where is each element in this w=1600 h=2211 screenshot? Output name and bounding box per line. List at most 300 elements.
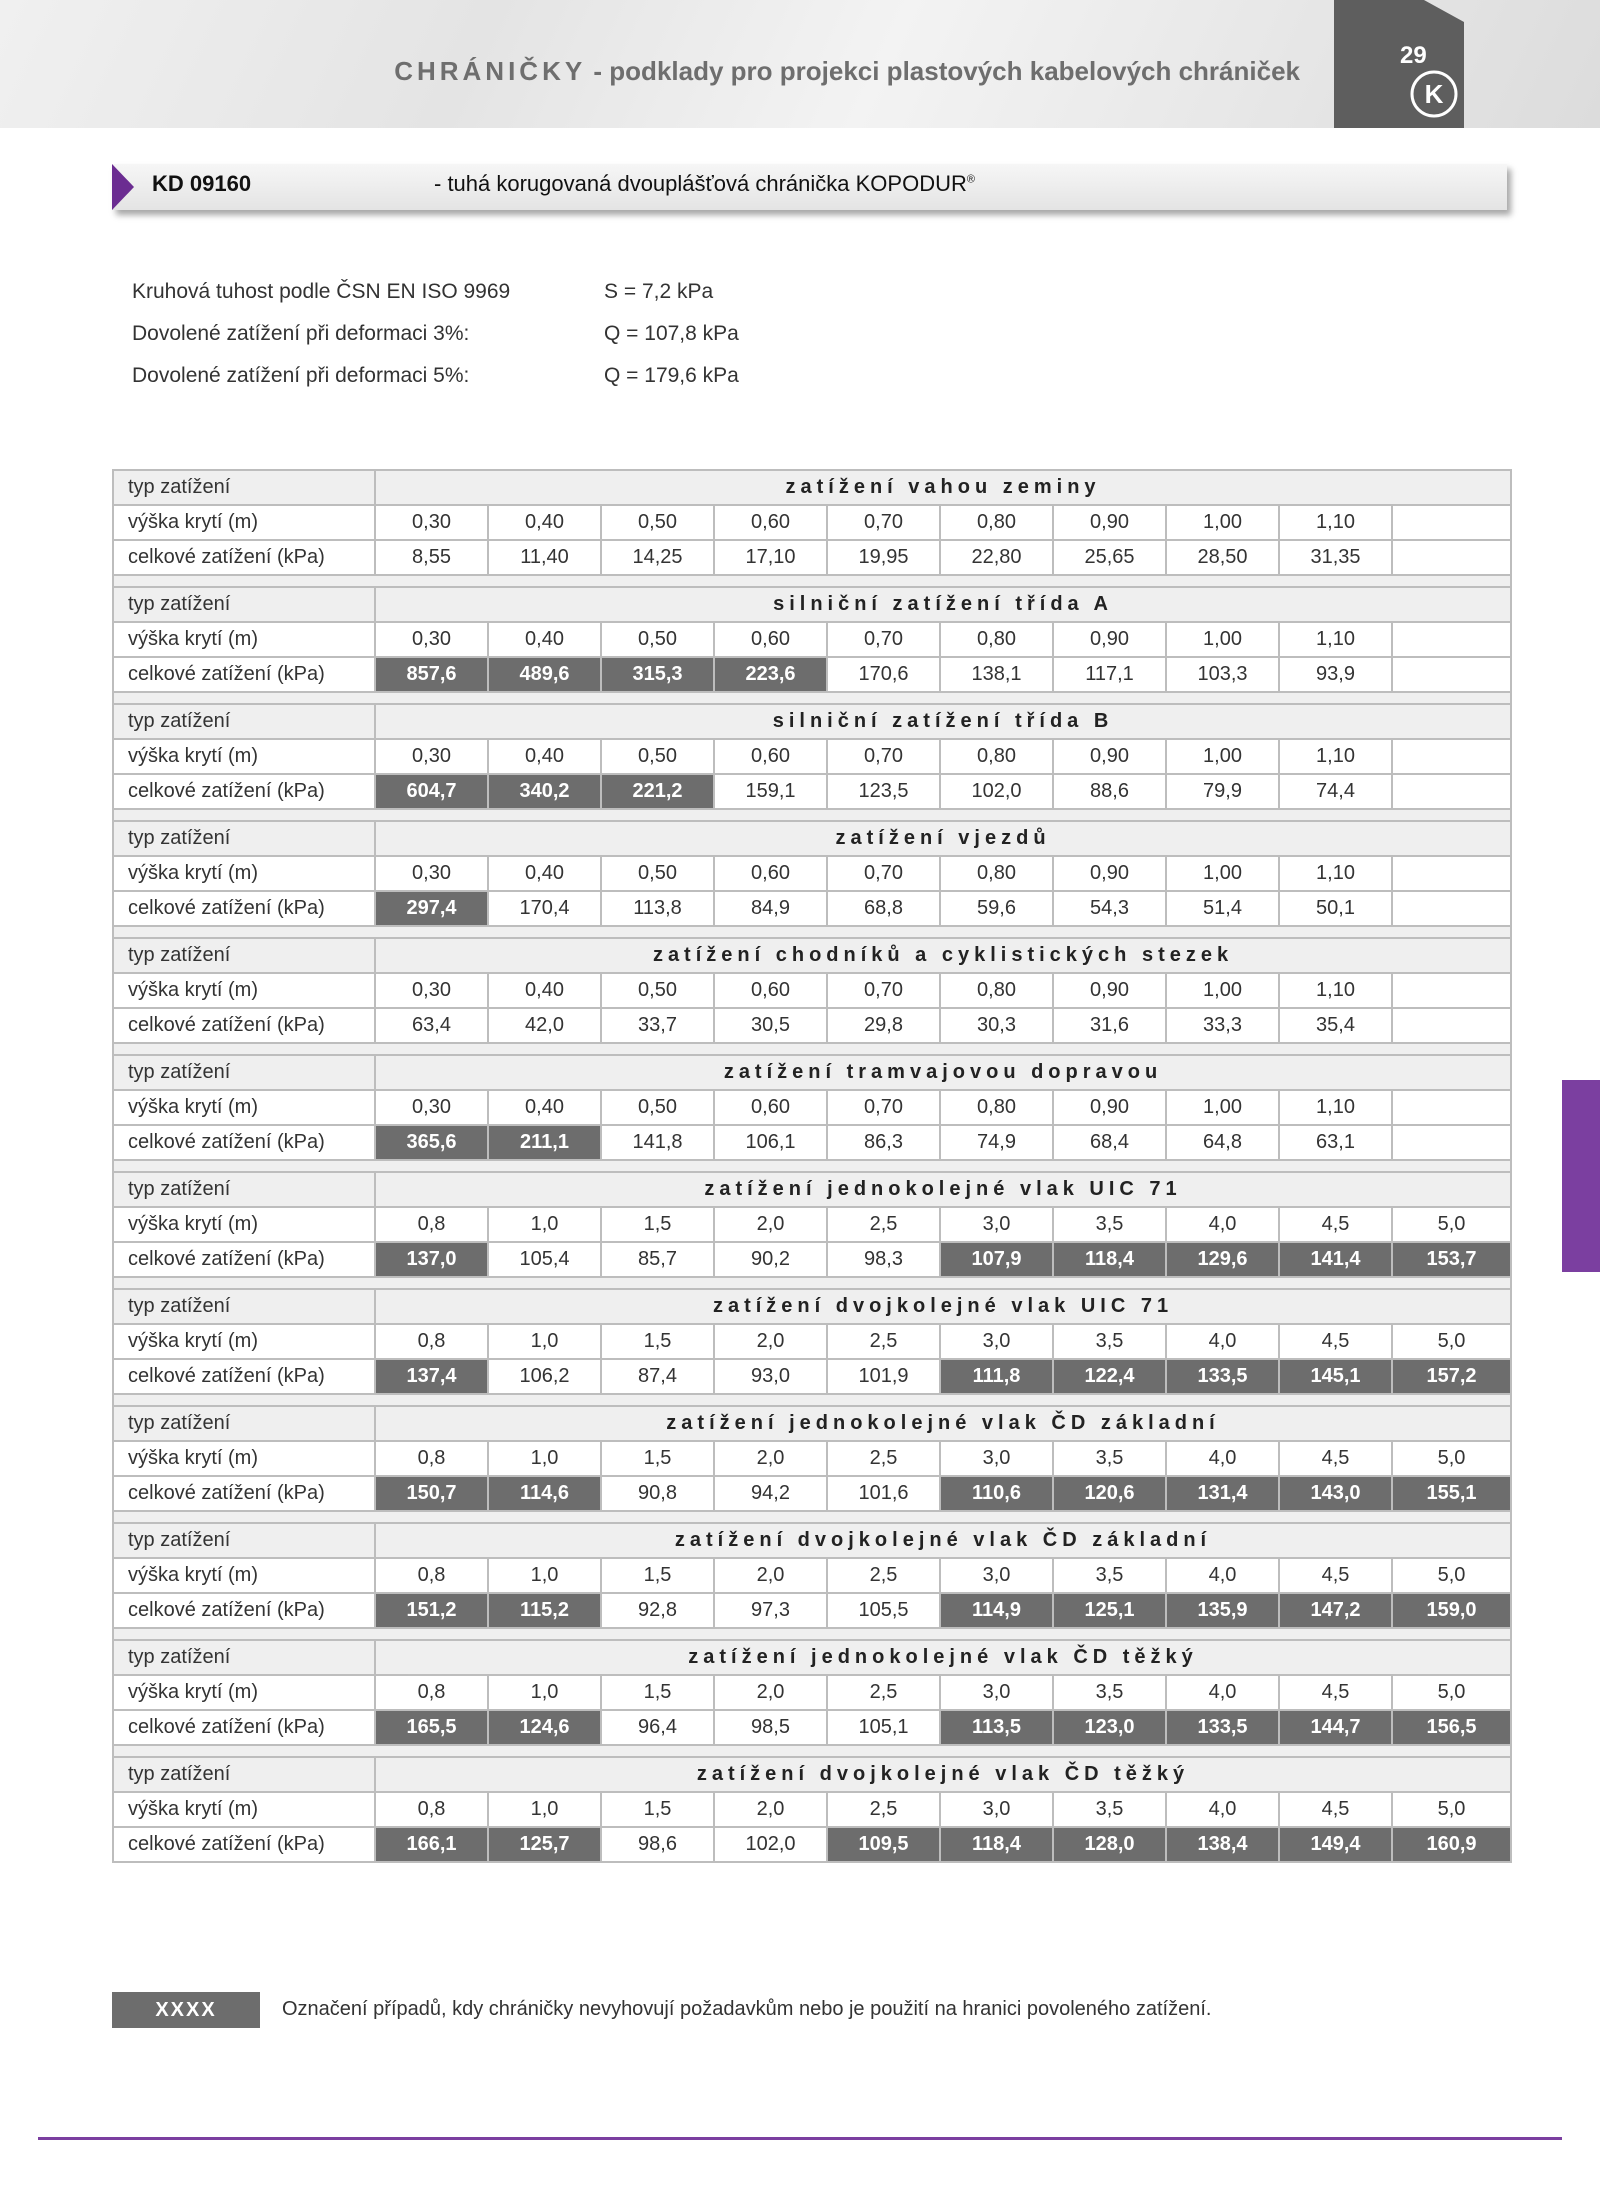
load-cell-highlighted: 114,6	[488, 1476, 601, 1511]
load-type-title: zatížení dvojkolejné vlak ČD těžký	[375, 1757, 1511, 1792]
load-cell: 102,0	[940, 774, 1053, 809]
height-cell: 3,5	[1053, 1441, 1166, 1476]
load-row	[113, 1008, 1511, 1043]
height-cell: 5,0	[1392, 1207, 1511, 1242]
arrow-icon	[112, 164, 134, 210]
load-cell: 117,1	[1053, 657, 1166, 692]
load-type-row	[113, 1406, 1511, 1441]
load-cell: 74,9	[940, 1125, 1053, 1160]
load-row	[113, 891, 1511, 926]
spec-value: Q = 179,6 kPa	[604, 364, 739, 387]
load-type-row	[113, 1523, 1511, 1558]
height-cell: 4,0	[1166, 1792, 1279, 1827]
load-cell: 79,9	[1166, 774, 1279, 809]
load-cell: 88,6	[1053, 774, 1166, 809]
height-cell: 0,30	[375, 973, 488, 1008]
row-label: typ zatížení	[113, 704, 375, 739]
height-cell: 0,40	[488, 622, 601, 657]
load-cell: 93,0	[714, 1359, 827, 1394]
height-cell: 0,70	[827, 505, 940, 540]
load-cell: 123,5	[827, 774, 940, 809]
height-cell: 1,10	[1279, 505, 1392, 540]
load-cell-highlighted: 128,0	[1053, 1827, 1166, 1862]
row-label: výška krytí (m)	[113, 1441, 375, 1476]
height-cell: 0,60	[714, 1090, 827, 1125]
row-label: výška krytí (m)	[113, 1090, 375, 1125]
header-title-main: CHRÁNIČKY	[394, 56, 587, 86]
row-label: výška krytí (m)	[113, 739, 375, 774]
height-cell: 0,60	[714, 973, 827, 1008]
spec-row	[132, 280, 739, 322]
load-cell: 98,5	[714, 1710, 827, 1745]
load-cell-highlighted: 110,6	[940, 1476, 1053, 1511]
load-cell-highlighted: 141,4	[1279, 1242, 1392, 1277]
height-cell: 1,0	[488, 1558, 601, 1593]
load-cell: 8,55	[375, 540, 488, 575]
load-row	[113, 1242, 1511, 1277]
load-cell-highlighted: 143,0	[1279, 1476, 1392, 1511]
load-cell-highlighted: 123,0	[1053, 1710, 1166, 1745]
load-cell: 106,1	[714, 1125, 827, 1160]
load-cell-highlighted: 166,1	[375, 1827, 488, 1862]
height-cell: 0,60	[714, 505, 827, 540]
load-cell: 94,2	[714, 1476, 827, 1511]
row-label: celkové zatížení (kPa)	[113, 1008, 375, 1043]
row-label: celkové zatížení (kPa)	[113, 1125, 375, 1160]
height-cell: 1,0	[488, 1675, 601, 1710]
height-cell: 0,30	[375, 505, 488, 540]
load-type-row	[113, 470, 1511, 505]
height-cell: 3,0	[940, 1441, 1053, 1476]
height-cell: 0,8	[375, 1558, 488, 1593]
load-cell: 33,3	[1166, 1008, 1279, 1043]
height-cell: 4,0	[1166, 1324, 1279, 1359]
load-cell: 29,8	[827, 1008, 940, 1043]
height-cell: 3,5	[1053, 1675, 1166, 1710]
height-cell: 1,00	[1166, 505, 1279, 540]
height-cell: 1,00	[1166, 739, 1279, 774]
load-cell: 93,9	[1279, 657, 1392, 692]
row-label: typ zatížení	[113, 1172, 375, 1207]
spec-value: S = 7,2 kPa	[604, 280, 714, 303]
height-cell: 2,5	[827, 1675, 940, 1710]
gap-cell	[113, 926, 1511, 938]
header-title-sub: - podklady pro projekci plastových kabelových chrániček	[586, 56, 1300, 86]
load-type-title: silniční zatížení třída A	[375, 587, 1511, 622]
row-label: typ zatížení	[113, 470, 375, 505]
page-number: 29	[1400, 42, 1427, 69]
load-cell-highlighted: 604,7	[375, 774, 488, 809]
height-cell: 3,5	[1053, 1558, 1166, 1593]
load-cell: 42,0	[488, 1008, 601, 1043]
load-cell: 87,4	[601, 1359, 714, 1394]
gap-cell	[113, 1277, 1511, 1289]
height-cell: 0,80	[940, 622, 1053, 657]
height-cell: 1,0	[488, 1324, 601, 1359]
height-cell: 3,5	[1053, 1324, 1166, 1359]
height-cell: 2,5	[827, 1441, 940, 1476]
row-label: výška krytí (m)	[113, 1675, 375, 1710]
height-cell: 4,5	[1279, 1441, 1392, 1476]
load-cell-highlighted: 125,1	[1053, 1593, 1166, 1628]
height-cell: 1,10	[1279, 1090, 1392, 1125]
height-cell: 4,0	[1166, 1441, 1279, 1476]
height-cell: 2,0	[714, 1675, 827, 1710]
load-cell-highlighted: 145,1	[1279, 1359, 1392, 1394]
load-cell-highlighted: 157,2	[1392, 1359, 1511, 1394]
load-cell-highlighted: 131,4	[1166, 1476, 1279, 1511]
load-cell: 105,5	[827, 1593, 940, 1628]
gap-cell	[113, 575, 1511, 587]
load-cell: 50,1	[1279, 891, 1392, 926]
load-cell: 103,3	[1166, 657, 1279, 692]
gap-cell	[113, 1160, 1511, 1172]
height-cell: 0,30	[375, 856, 488, 891]
height-row	[113, 1441, 1511, 1476]
height-cell: 3,0	[940, 1558, 1053, 1593]
row-label: typ zatížení	[113, 587, 375, 622]
load-cell-highlighted: 118,4	[940, 1827, 1053, 1862]
load-cell	[1392, 1125, 1511, 1160]
height-cell: 1,0	[488, 1207, 601, 1242]
row-label: typ zatížení	[113, 1523, 375, 1558]
height-cell: 1,0	[488, 1792, 601, 1827]
height-cell: 4,0	[1166, 1207, 1279, 1242]
gap-cell	[113, 1394, 1511, 1406]
row-label: celkové zatížení (kPa)	[113, 1359, 375, 1394]
load-cell: 30,5	[714, 1008, 827, 1043]
height-cell: 0,90	[1053, 1090, 1166, 1125]
load-cell: 63,1	[1279, 1125, 1392, 1160]
height-cell: 2,5	[827, 1207, 940, 1242]
row-label: výška krytí (m)	[113, 1558, 375, 1593]
height-cell: 4,5	[1279, 1558, 1392, 1593]
height-cell: 2,0	[714, 1441, 827, 1476]
gap-cell	[113, 1628, 1511, 1640]
load-cell: 22,80	[940, 540, 1053, 575]
load-cell: 35,4	[1279, 1008, 1392, 1043]
height-cell: 5,0	[1392, 1558, 1511, 1593]
load-cell-highlighted: 160,9	[1392, 1827, 1511, 1862]
load-cell-highlighted: 144,7	[1279, 1710, 1392, 1745]
load-cell	[1392, 657, 1511, 692]
height-cell: 0,50	[601, 973, 714, 1008]
height-cell: 0,40	[488, 505, 601, 540]
load-cell: 92,8	[601, 1593, 714, 1628]
height-cell: 0,40	[488, 973, 601, 1008]
load-type-title: zatížení tramvajovou dopravou	[375, 1055, 1511, 1090]
height-cell: 1,10	[1279, 739, 1392, 774]
load-cell-highlighted: 156,5	[1392, 1710, 1511, 1745]
height-cell: 5,0	[1392, 1324, 1511, 1359]
load-cell-highlighted: 857,6	[375, 657, 488, 692]
row-label: typ zatížení	[113, 938, 375, 973]
section-gap	[113, 1394, 1511, 1406]
section-gap	[113, 575, 1511, 587]
row-label: celkové zatížení (kPa)	[113, 774, 375, 809]
height-cell: 0,30	[375, 622, 488, 657]
height-cell: 0,40	[488, 1090, 601, 1125]
height-cell: 0,8	[375, 1675, 488, 1710]
gap-cell	[113, 1511, 1511, 1523]
height-cell: 2,5	[827, 1324, 940, 1359]
height-cell: 0,40	[488, 856, 601, 891]
row-label: typ zatížení	[113, 1289, 375, 1324]
load-cell-highlighted: 150,7	[375, 1476, 488, 1511]
row-label: výška krytí (m)	[113, 856, 375, 891]
load-cell	[1392, 1008, 1511, 1043]
row-label: výška krytí (m)	[113, 1324, 375, 1359]
load-cell-highlighted: 147,2	[1279, 1593, 1392, 1628]
height-cell: 0,8	[375, 1441, 488, 1476]
section-gap	[113, 926, 1511, 938]
load-cell: 17,10	[714, 540, 827, 575]
load-type-title: zatížení vjezdů	[375, 821, 1511, 856]
load-row	[113, 774, 1511, 809]
height-cell: 3,0	[940, 1792, 1053, 1827]
height-cell: 0,80	[940, 973, 1053, 1008]
section-gap	[113, 1745, 1511, 1757]
load-cell: 97,3	[714, 1593, 827, 1628]
product-description-text: - tuhá korugovaná dvouplášťová chránička KOPODUR	[434, 171, 967, 196]
specs-list	[132, 280, 739, 406]
load-cell: 86,3	[827, 1125, 940, 1160]
height-cell: 1,00	[1166, 856, 1279, 891]
load-row	[113, 1710, 1511, 1745]
height-cell: 3,0	[940, 1207, 1053, 1242]
load-type-title: zatížení jednokolejné vlak UIC 71	[375, 1172, 1511, 1207]
load-cell: 90,2	[714, 1242, 827, 1277]
load-cell: 141,8	[601, 1125, 714, 1160]
row-label: typ zatížení	[113, 1640, 375, 1675]
load-cell-highlighted: 155,1	[1392, 1476, 1511, 1511]
load-type-title: silniční zatížení třída B	[375, 704, 1511, 739]
section-gap	[113, 1043, 1511, 1055]
height-cell: 4,0	[1166, 1558, 1279, 1593]
load-cell-highlighted: 109,5	[827, 1827, 940, 1862]
load-cell-highlighted: 111,8	[940, 1359, 1053, 1394]
spec-value: Q = 107,8 kPa	[604, 322, 739, 345]
load-row	[113, 1359, 1511, 1394]
load-cell: 98,3	[827, 1242, 940, 1277]
load-cell-highlighted: 125,7	[488, 1827, 601, 1862]
load-cell-highlighted: 149,4	[1279, 1827, 1392, 1862]
height-row	[113, 856, 1511, 891]
load-cell: 98,6	[601, 1827, 714, 1862]
row-label: celkové zatížení (kPa)	[113, 1710, 375, 1745]
load-type-title: zatížení dvojkolejné vlak ČD základní	[375, 1523, 1511, 1558]
load-cell: 84,9	[714, 891, 827, 926]
load-type-row	[113, 1055, 1511, 1090]
load-row	[113, 1827, 1511, 1862]
load-cell-highlighted: 153,7	[1392, 1242, 1511, 1277]
height-cell: 0,80	[940, 505, 1053, 540]
height-cell: 0,50	[601, 1090, 714, 1125]
load-row	[113, 540, 1511, 575]
load-cell-highlighted: 114,9	[940, 1593, 1053, 1628]
height-cell: 0,70	[827, 1090, 940, 1125]
height-cell: 0,50	[601, 622, 714, 657]
height-cell	[1392, 856, 1511, 891]
row-label: výška krytí (m)	[113, 1207, 375, 1242]
height-cell: 1,5	[601, 1441, 714, 1476]
height-cell: 0,50	[601, 739, 714, 774]
load-type-title: zatížení jednokolejné vlak ČD těžký	[375, 1640, 1511, 1675]
row-label: celkové zatížení (kPa)	[113, 1242, 375, 1277]
height-cell	[1392, 505, 1511, 540]
load-cell: 170,4	[488, 891, 601, 926]
height-cell: 0,30	[375, 1090, 488, 1125]
load-cell: 102,0	[714, 1827, 827, 1862]
load-cell: 68,4	[1053, 1125, 1166, 1160]
row-label: typ zatížení	[113, 1055, 375, 1090]
height-cell: 1,10	[1279, 973, 1392, 1008]
gap-cell	[113, 692, 1511, 704]
row-label: celkové zatížení (kPa)	[113, 891, 375, 926]
load-cell-highlighted: 115,2	[488, 1593, 601, 1628]
spec-row	[132, 364, 739, 406]
spec-label: Dovolené zatížení při deformaci 5%:	[132, 364, 470, 387]
load-cell: 64,8	[1166, 1125, 1279, 1160]
height-row	[113, 1558, 1511, 1593]
load-cell-highlighted: 107,9	[940, 1242, 1053, 1277]
height-cell: 0,30	[375, 739, 488, 774]
load-cell: 28,50	[1166, 540, 1279, 575]
page-badge	[1334, 0, 1464, 128]
height-cell: 3,0	[940, 1324, 1053, 1359]
height-cell	[1392, 1090, 1511, 1125]
height-cell: 4,5	[1279, 1324, 1392, 1359]
height-cell: 0,90	[1053, 622, 1166, 657]
height-cell: 1,10	[1279, 856, 1392, 891]
section-gap	[113, 1277, 1511, 1289]
load-cell: 74,4	[1279, 774, 1392, 809]
load-row	[113, 657, 1511, 692]
load-cell-highlighted: 137,0	[375, 1242, 488, 1277]
height-cell: 1,5	[601, 1207, 714, 1242]
load-cell-highlighted: 315,3	[601, 657, 714, 692]
height-row	[113, 973, 1511, 1008]
height-cell: 0,50	[601, 505, 714, 540]
height-cell: 3,5	[1053, 1207, 1166, 1242]
height-row	[113, 505, 1511, 540]
product-code: KD 09160	[152, 171, 252, 196]
height-cell: 1,00	[1166, 622, 1279, 657]
height-cell: 5,0	[1392, 1675, 1511, 1710]
load-cell: 14,25	[601, 540, 714, 575]
height-cell: 1,00	[1166, 973, 1279, 1008]
row-label: celkové zatížení (kPa)	[113, 540, 375, 575]
height-cell: 1,00	[1166, 1090, 1279, 1125]
registered-mark: ®	[966, 173, 975, 186]
height-cell: 0,70	[827, 622, 940, 657]
height-cell: 0,90	[1053, 856, 1166, 891]
height-cell: 2,0	[714, 1324, 827, 1359]
row-label: celkové zatížení (kPa)	[113, 1476, 375, 1511]
load-cell: 90,8	[601, 1476, 714, 1511]
height-cell: 0,90	[1053, 739, 1166, 774]
height-cell: 5,0	[1392, 1792, 1511, 1827]
height-cell: 0,70	[827, 739, 940, 774]
load-row	[113, 1593, 1511, 1628]
legend-swatch: XXXX	[112, 1992, 260, 2028]
height-cell: 0,8	[375, 1792, 488, 1827]
load-cell-highlighted: 365,6	[375, 1125, 488, 1160]
row-label: výška krytí (m)	[113, 973, 375, 1008]
load-type-title: zatížení vahou zeminy	[375, 470, 1511, 505]
height-cell	[1392, 739, 1511, 774]
load-cell-highlighted: 124,6	[488, 1710, 601, 1745]
height-row	[113, 1675, 1511, 1710]
height-cell: 4,5	[1279, 1792, 1392, 1827]
height-cell: 0,50	[601, 856, 714, 891]
load-type-title: zatížení dvojkolejné vlak UIC 71	[375, 1289, 1511, 1324]
height-cell: 4,5	[1279, 1207, 1392, 1242]
load-cell-highlighted: 489,6	[488, 657, 601, 692]
height-cell: 0,80	[940, 856, 1053, 891]
load-type-row	[113, 1757, 1511, 1792]
row-label: celkové zatížení (kPa)	[113, 1593, 375, 1628]
height-cell: 4,0	[1166, 1675, 1279, 1710]
load-type-row	[113, 587, 1511, 622]
height-row	[113, 1792, 1511, 1827]
load-cell: 106,2	[488, 1359, 601, 1394]
load-cell	[1392, 891, 1511, 926]
gap-cell	[113, 809, 1511, 821]
load-cell-highlighted: 138,4	[1166, 1827, 1279, 1862]
height-cell: 4,5	[1279, 1675, 1392, 1710]
height-cell: 3,0	[940, 1675, 1053, 1710]
height-row	[113, 1324, 1511, 1359]
row-label: celkové zatížení (kPa)	[113, 1827, 375, 1862]
height-cell: 1,0	[488, 1441, 601, 1476]
height-row	[113, 1207, 1511, 1242]
load-type-title: zatížení chodníků a cyklistických stezek	[375, 938, 1511, 973]
section-gap	[113, 1511, 1511, 1523]
load-cell: 105,4	[488, 1242, 601, 1277]
height-row	[113, 622, 1511, 657]
load-cell: 63,4	[375, 1008, 488, 1043]
load-cell-highlighted: 129,6	[1166, 1242, 1279, 1277]
section-gap	[113, 692, 1511, 704]
section-gap	[113, 809, 1511, 821]
height-cell: 0,80	[940, 1090, 1053, 1125]
height-cell: 1,10	[1279, 622, 1392, 657]
height-cell: 1,5	[601, 1792, 714, 1827]
height-cell: 2,5	[827, 1558, 940, 1593]
height-cell: 5,0	[1392, 1441, 1511, 1476]
load-cell-highlighted: 159,0	[1392, 1593, 1511, 1628]
load-cell: 170,6	[827, 657, 940, 692]
legend-text: Označení případů, kdy chráničky nevyhovují požadavkům nebo je použití na hranici povoleného zatížení.	[282, 1998, 1212, 2020]
height-cell: 0,8	[375, 1207, 488, 1242]
load-cell: 138,1	[940, 657, 1053, 692]
load-type-row	[113, 1640, 1511, 1675]
load-cell-highlighted: 113,5	[940, 1710, 1053, 1745]
height-cell: 0,60	[714, 739, 827, 774]
load-cell-highlighted: 165,5	[375, 1710, 488, 1745]
load-cell	[1392, 774, 1511, 809]
load-cell: 30,3	[940, 1008, 1053, 1043]
row-label: typ zatížení	[113, 821, 375, 856]
load-cell: 85,7	[601, 1242, 714, 1277]
load-type-row	[113, 1172, 1511, 1207]
row-label: výška krytí (m)	[113, 622, 375, 657]
load-cell	[1392, 540, 1511, 575]
spec-row	[132, 322, 739, 364]
product-description	[434, 171, 975, 197]
load-cell: 33,7	[601, 1008, 714, 1043]
